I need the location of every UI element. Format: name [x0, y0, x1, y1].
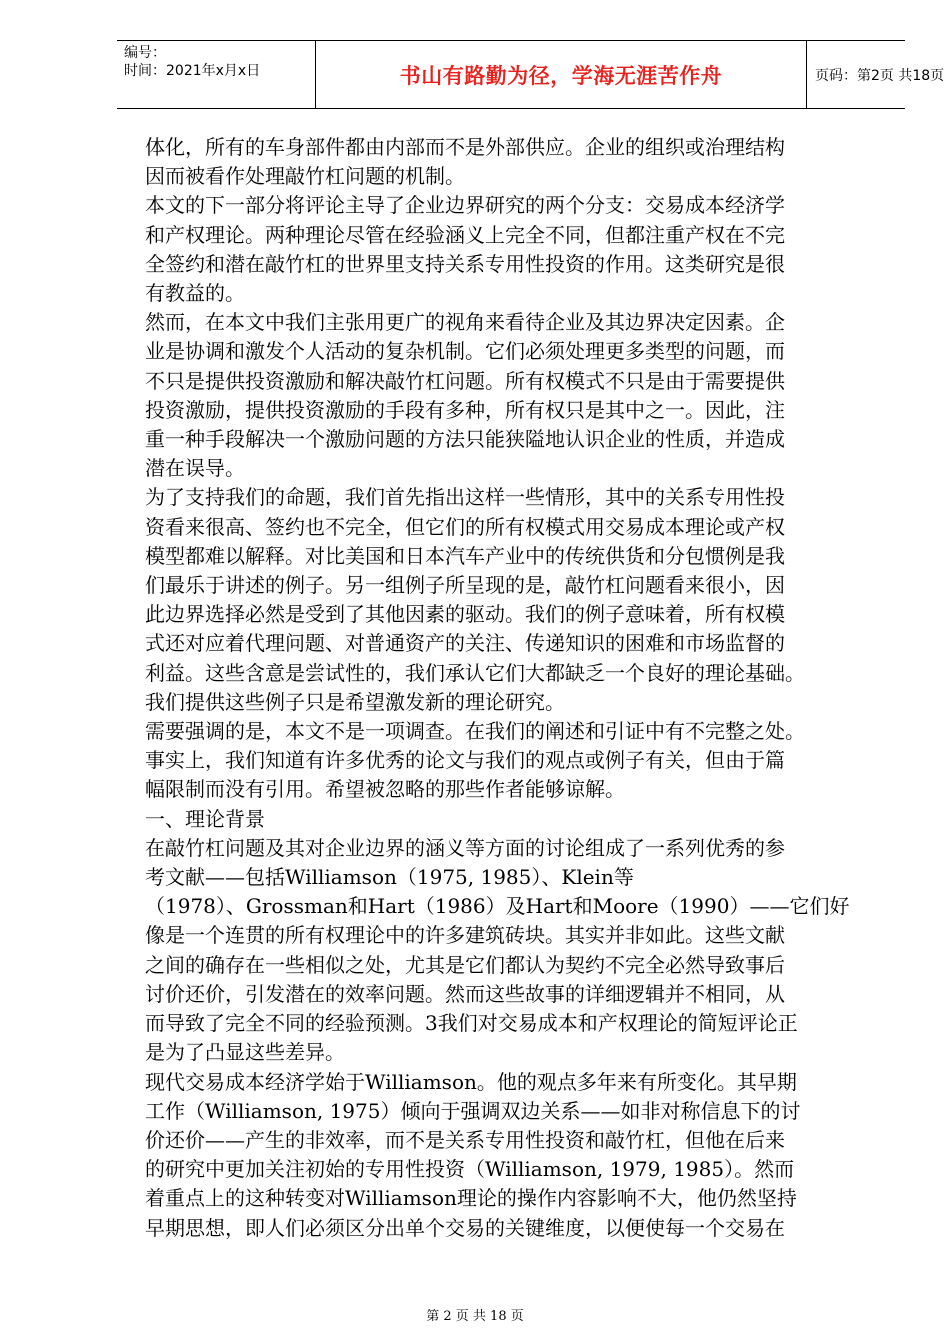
text-line: 价还价——产生的非效率，而不是关系专用性投资和敲竹杠，但他在后来 — [145, 1127, 785, 1152]
text-line: 因而被看作处理敲竹杠问题的机制。 — [145, 164, 465, 189]
text-line: 利益。这些含意是尝试性的，我们承认它们大都缺乏一个良好的理论基础。 — [145, 660, 805, 685]
text-line: 模型都难以解释。对比美国和日本汽车产业中的传统供货和分包惯例是我 — [145, 543, 785, 568]
text-line: 讨价还价，引发潜在的效率问题。然而这些故事的详细逻辑并不相同，从 — [145, 981, 785, 1006]
text-line: 投资激励，提供投资激励的手段有多种，所有权只是其中之一。因此，注 — [145, 397, 785, 422]
text-line: 有教益的。 — [145, 281, 245, 306]
text-line: 一、理论背景 — [145, 806, 265, 831]
text-line: 和产权理论。两种理论尽管在经验涵义上完全不同，但都注重产权在不完 — [145, 222, 785, 247]
text-line: 们最乐于讲述的例子。另一组例子所呈现的是，敲竹杠问题看来很小，因 — [145, 573, 785, 598]
text-line: 工作（Williamson, 1975）倾向于强调双边关系——如非对称信息下的讨 — [145, 1098, 801, 1123]
text-line: 资看来很高、签约也不完全，但它们的所有权模式用交易成本理论或产权 — [145, 514, 785, 539]
text-line: 此边界选择必然是受到了其他因素的驱动。我们的例子意味着，所有权模 — [145, 602, 785, 627]
text-line: 为了支持我们的命题，我们首先指出这样一些情形，其中的关系专用性投 — [145, 485, 785, 510]
text-line: 幅限制而没有引用。希望被忽略的那些作者能够谅解。 — [145, 777, 625, 802]
header-page-number: 页码：第2页 共18页 — [815, 67, 945, 84]
text-line: 本文的下一部分将评论主导了企业边界研究的两个分支：交易成本经济学 — [145, 193, 785, 218]
text-line: 体化，所有的车身部件都由内部而不是外部供应。企业的组织或治理结构 — [145, 135, 785, 159]
text-line: 像是一个连贯的所有权理论中的许多建筑砖块。其实并非如此。这些文献 — [145, 923, 785, 948]
text-line: 之间的确存在一些相似之处，尤其是它们都认为契约不完全必然导致事后 — [145, 952, 785, 977]
text-line: 不只是提供投资激励和解决敲竹杠问题。所有权模式不只是由于需要提供 — [145, 368, 785, 393]
text-line: （1978）、Grossman和Hart（1986）及Hart和Moore（1990）——它们好 — [145, 894, 850, 919]
page-footer: 第 2 页 共 18 页 — [426, 1309, 524, 1324]
document-number-label: 编号： — [124, 45, 166, 61]
header-info — [117, 41, 315, 108]
document-date: 时间：2021年x月x日 — [124, 63, 261, 79]
text-line: 我们提供这些例子只是希望激发新的理论研究。 — [145, 689, 565, 714]
body-text — [145, 133, 885, 1243]
text-line: 全签约和潜在敲竹杠的世界里支持关系专用性投资的作用。这类研究是很 — [145, 251, 785, 276]
text-line: 着重点上的这种转变对Williamson理论的操作内容影响不大，他仍然坚持 — [145, 1186, 797, 1211]
text-line: 事实上，我们知道有许多优秀的论文与我们的观点或例子有关，但由于篇 — [145, 748, 785, 773]
text-line: 的研究中更加关注初始的专用性投资（Williamson, 1979, 1985）。然而 — [145, 1157, 795, 1182]
text-line: 然而，在本文中我们主张用更广的视角来看待企业及其边界决定因素。企 — [145, 310, 785, 335]
text-line: 潜在误导。 — [145, 456, 245, 481]
text-line: 考文献——包括Williamson（1975, 1985）、Klein等 — [145, 865, 634, 890]
text-line: 现代交易成本经济学始于Williamson。他的观点多年来有所变化。其早期 — [145, 1069, 797, 1094]
text-line: 需要强调的是，本文不是一项调查。在我们的阐述和引证中有不完整之处。 — [145, 719, 805, 744]
text-line: 重一种手段解决一个激励问题的方法只能狭隘地认识企业的性质，并造成 — [145, 427, 785, 452]
header-motto: 书山有路勤为径，学海无涯苦作舟 — [315, 41, 807, 108]
text-line: 早期思想，即人们必须区分出单个交易的关键维度，以便使每一个交易在 — [145, 1215, 785, 1240]
text-line: 而导致了完全不同的经验预测。3我们对交易成本和产权理论的简短评论正 — [145, 1011, 798, 1036]
text-line: 在敲竹杠问题及其对企业边界的涵义等方面的讨论组成了一系列优秀的参 — [145, 835, 785, 860]
text-line: 式还对应着代理问题、对普通资产的关注、传递知识的困难和市场监督的 — [145, 631, 785, 656]
page-header — [117, 40, 945, 109]
text-line: 业是协调和激发个人活动的复杂机制。它们必须处理更多类型的问题，而 — [145, 339, 785, 364]
text-line: 是为了凸显这些差异。 — [145, 1040, 345, 1065]
